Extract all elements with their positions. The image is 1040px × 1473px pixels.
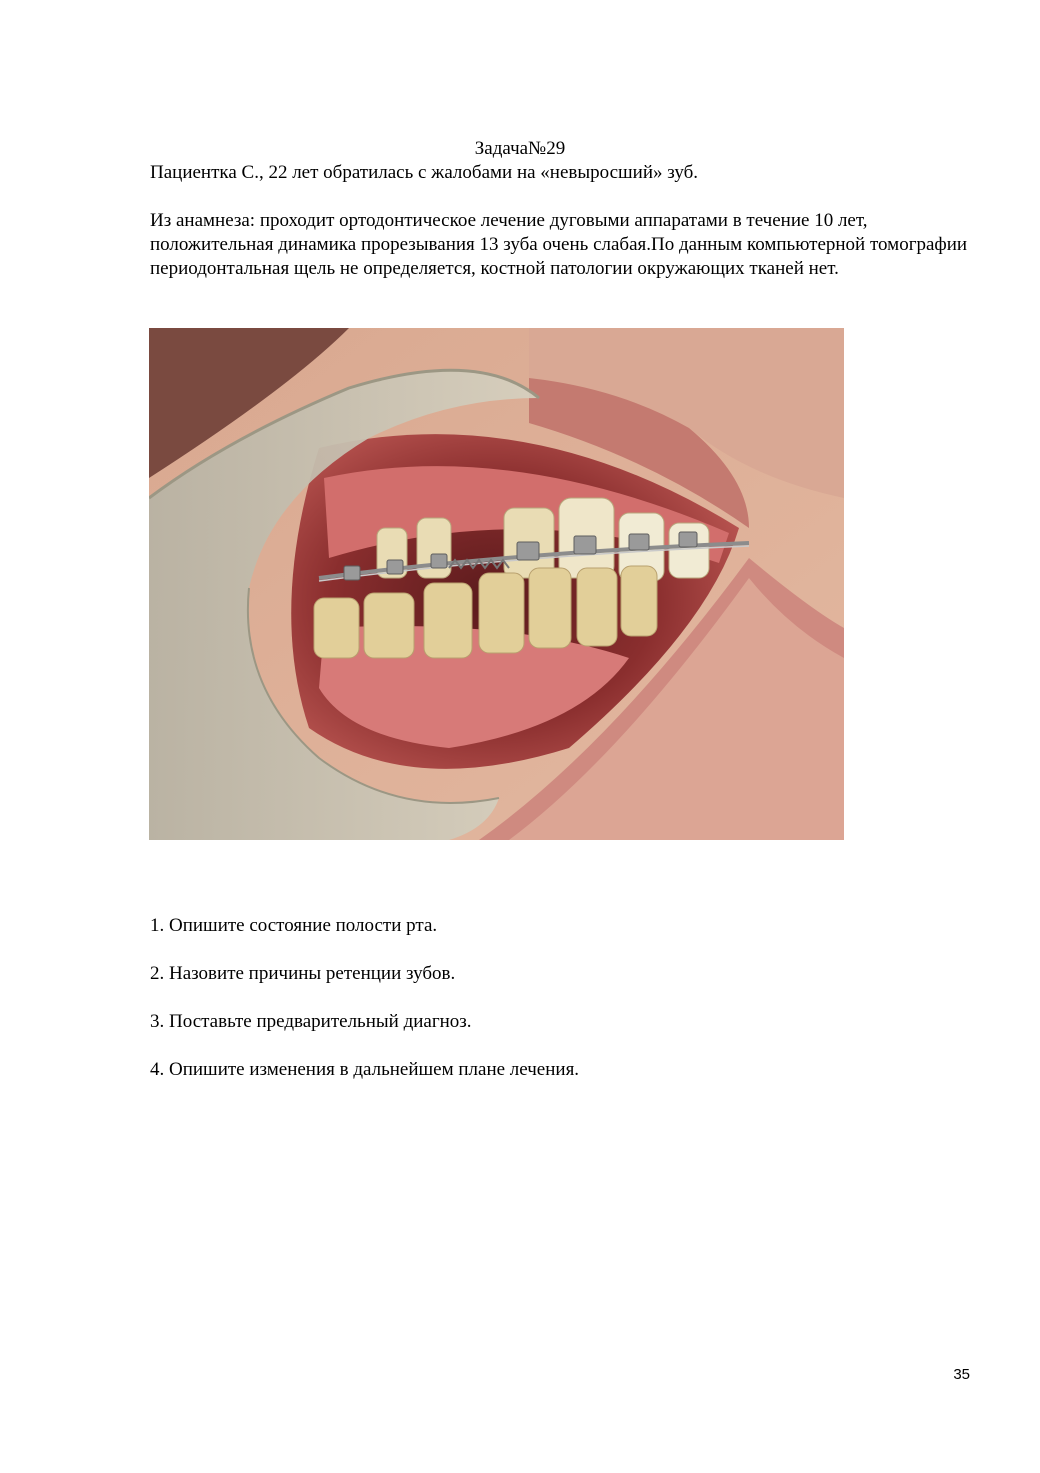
question-item: 1. Опишите состояние полости рта. — [150, 915, 438, 936]
page-number: 35 — [953, 1366, 970, 1383]
question-item: 3. Поставьте предварительный диагноз. — [150, 1011, 472, 1032]
question-item: 2. Назовите причины ретенции зубов. — [150, 963, 456, 984]
question-item: 4. Опишите изменения в дальнейшем плане лечения. — [150, 1059, 580, 1080]
question-list — [150, 914, 980, 1106]
anamnesis-text: Из анамнеза: проходит ортодонтическое лечение дуговыми аппаратами в течение 10 лет, положительная динамика прорезывания 13 зуба очень слабая.По данным компьютерной томографии периодонтальная щель не определяется, костной патологии окружающих тканей нет. — [150, 210, 968, 279]
intraoral-photo — [149, 328, 844, 840]
intraoral-photo-illustration — [149, 328, 844, 840]
patient-complaint: Пациентка С., 22 лет обратилась с жалобами на «невыросший» зуб. — [150, 162, 699, 183]
task-title: Задача№29 — [474, 138, 566, 159]
